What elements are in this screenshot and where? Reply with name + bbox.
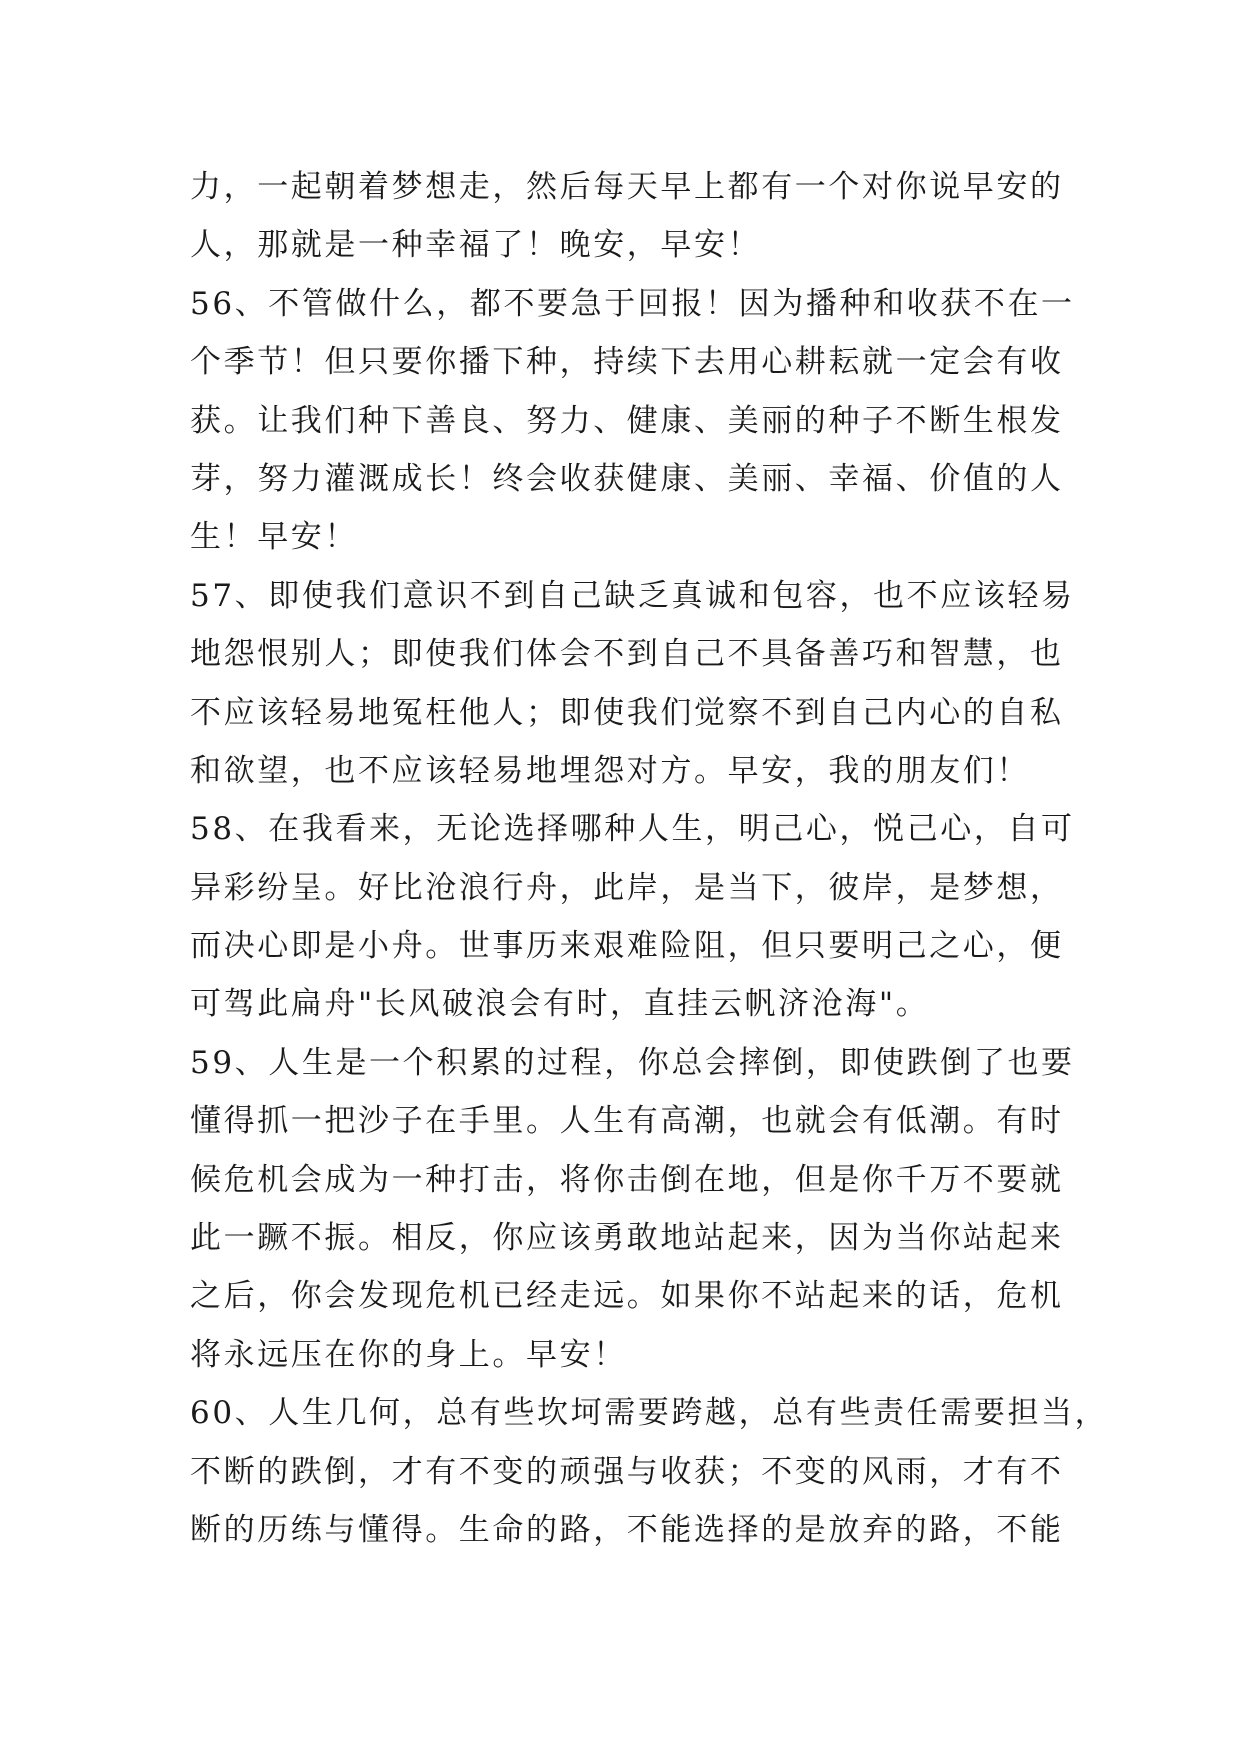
text-line: 和欲望，也不应该轻易地埋怨对方。早安，我的朋友们！ bbox=[190, 752, 1030, 789]
text-line: 芽，努力灌溉成长！终会收获健康、美丽、幸福、价值的人 bbox=[190, 460, 1064, 497]
text-line: 60、人生几何，总有些坎坷需要跨越，总有些责任需要担当， bbox=[190, 1395, 1109, 1432]
text-line: 断的历练与懂得。生命的路，不能选择的是放弃的路，不能 bbox=[190, 1511, 1064, 1548]
text-line: 不应该轻易地冤枉他人；即使我们觉察不到自己内心的自私 bbox=[190, 694, 1064, 731]
text-line: 候危机会成为一种打击，将你击倒在地，但是你千万不要就 bbox=[190, 1161, 1064, 1198]
text-line: 地怨恨别人；即使我们体会不到自己不具备善巧和智慧，也 bbox=[190, 636, 1064, 673]
text-line: 59、人生是一个积累的过程，你总会摔倒，即使跌倒了也要 bbox=[190, 1044, 1075, 1081]
text-line: 懂得抓一把沙子在手里。人生有高潮，也就会有低潮。有时 bbox=[190, 1103, 1064, 1140]
text-line: 个季节！但只要你播下种，持续下去用心耕耘就一定会有收 bbox=[190, 344, 1064, 381]
text-line: 而决心即是小舟。世事历来艰难险阻，但只要明己之心，便 bbox=[190, 928, 1064, 965]
text-line: 力，一起朝着梦想走，然后每天早上都有一个对你说早安的 bbox=[190, 169, 1064, 205]
text-line: 56、不管做什么，都不要急于回报！因为播种和收获不在一 bbox=[190, 285, 1075, 322]
text-line: 可驾此扁舟"长风破浪会有时，直挂云帆济沧海"。 bbox=[190, 986, 930, 1023]
text-line: 将永远压在你的身上。早安！ bbox=[190, 1336, 627, 1373]
text-line: 生！早安！ bbox=[190, 519, 358, 556]
text-line: 58、在我看来，无论选择哪种人生，明己心，悦己心，自可 bbox=[190, 811, 1075, 848]
text-line: 不断的跌倒，才有不变的顽强与收获；不变的风雨，才有不 bbox=[190, 1453, 1064, 1490]
text-line: 人，那就是一种幸福了！晚安，早安！ bbox=[190, 227, 762, 264]
text-line: 异彩纷呈。好比沧浪行舟，此岸，是当下，彼岸，是梦想， bbox=[190, 869, 1064, 906]
body-text bbox=[190, 158, 1109, 1559]
text-line: 获。让我们种下善良、努力、健康、美丽的种子不断生根发 bbox=[190, 402, 1064, 439]
text-line: 之后，你会发现危机已经走远。如果你不站起来的话，危机 bbox=[190, 1278, 1064, 1315]
text-line: 57、即使我们意识不到自己缺乏真诚和包容，也不应该轻易 bbox=[190, 577, 1075, 614]
text-line: 此一蹶不振。相反，你应该勇敢地站起来，因为当你站起来 bbox=[190, 1220, 1064, 1257]
